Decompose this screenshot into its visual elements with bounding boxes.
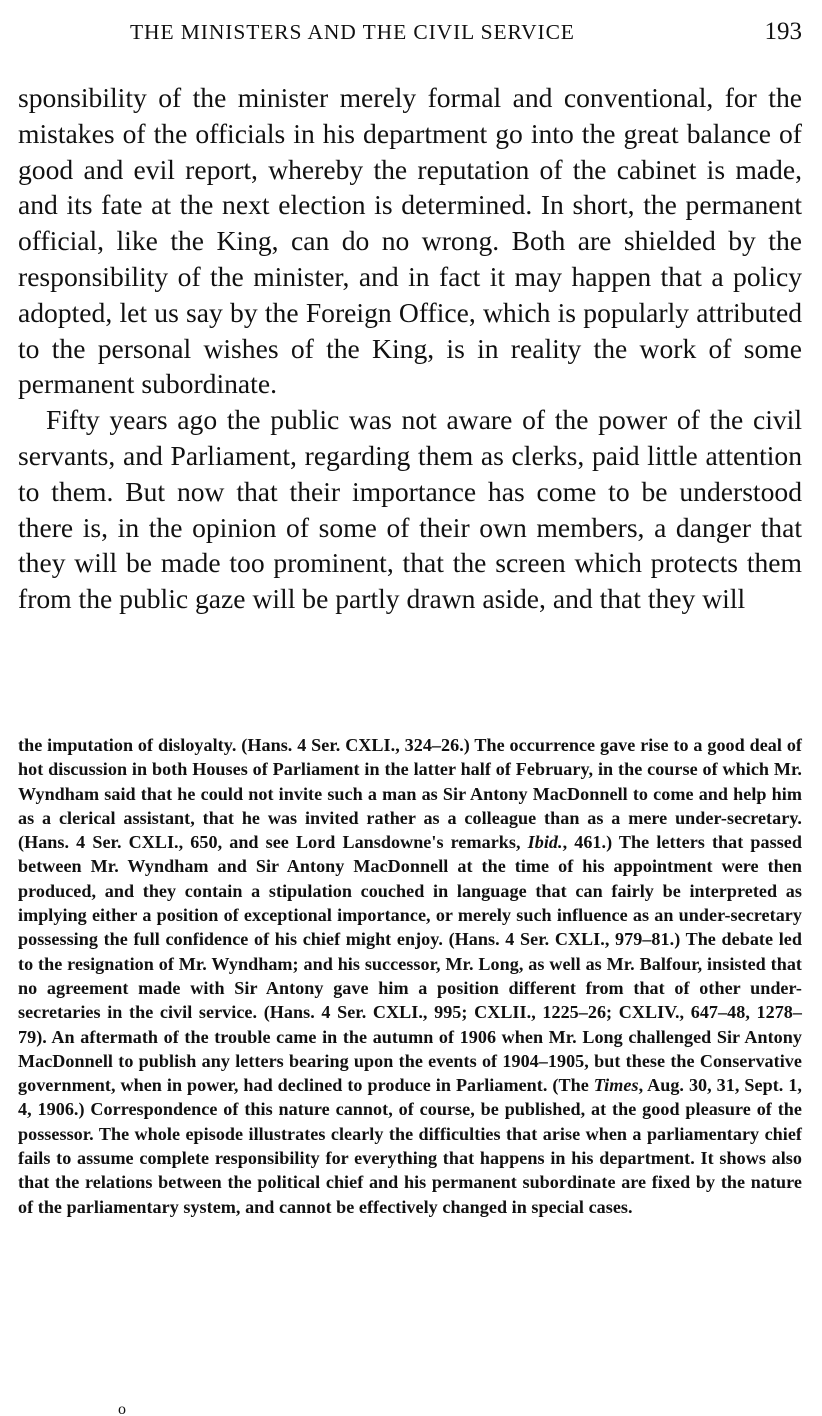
footnote-text-part-1: the imputation of disloyalty. (Hans. 4 Ser. CXLI., 324–26.) The occurrence gave rise to a good deal of hot discussion in both Houses of Parliament in the latter half of February, in the course of which Mr. Wyndham said that he could not invite such a man as Sir Antony MacDonnell to come and help him as a clerical assistant, that he was invited rather as a colleague than as a mere under-secretary. (Hans. 4 Ser. CXLI., 650, and see Lord Lansdowne's remarks, — [18, 735, 802, 853]
footnote-times: Times — [593, 1075, 639, 1096]
book-page — [18, 0, 802, 1416]
footnote-text-part-3: , Aug. 30, 31, Sept. 1, 4, 1906.) Correspondence of this nature cannot, of course, be published, at the good pleasure of the possessor. The whole episode illustrates clearly the difficulties that arise when a parliamentary chief fails to assume complete responsibility for everything that happens in his department. It shows also that the relations between the political chief and his permanent subordinate are fixed by the nature of the parliamentary system, and cannot be effectively changed in special cases. — [18, 1075, 802, 1217]
main-text — [18, 80, 802, 617]
footnote-paragraph — [18, 733, 802, 1219]
footnote-ibid: Ibid. — [527, 832, 563, 853]
page-number: 193 — [764, 18, 802, 45]
running-head: THE MINISTERS AND THE CIVIL SERVICE — [130, 20, 575, 44]
footnote — [18, 733, 802, 1219]
signature-mark: o — [118, 1404, 126, 1416]
paragraph-2: Fifty years ago the public was not aware of the power of the civil servants, and Parliament, regarding them as clerks, paid little attention to them. But now that their importance has come to be understood there is, in the opinion of some of their own members, a danger that they will be made too prominent, that the screen which protects them from the public gaze will be partly drawn aside, and that they will — [18, 404, 802, 615]
footnote-text-part-2: , 461.) The letters that passed between Mr. Wyndham and Sir Antony MacDonnell at the time of his appointment were then produced, and they contain a stipulation couched in language that can fairly be interpreted as implying either a position of exceptional importance, or merely such influence as an under-secretary possessing the full confidence of his chief might enjoy. (Hans. 4 Ser. CXLI., 979–81.) The debate led to the resignation of Mr. Wyndham; and his successor, Mr. Long, as well as Mr. Balfour, insisted that no agreement made with Sir Antony gave him a position different from that of other under-secretaries in the civil service. (Hans. 4 Ser. CXLI., 995; CXLII., 1225–26; CXLIV., 647–48, 1278–79). An aftermath of the trouble came in the autumn of 1906 when Mr. Long challenged Sir Antony MacDonnell to publish any letters bearing upon the events of 1904–1905, but these the Conservative government, when in power, had declined to produce in Parliament. (The — [18, 832, 802, 1096]
paragraph-1: sponsibility of the minister merely formal and conventional, for the mistakes of the officials in his department go into the great balance of good and evil report, whereby the reputation of the cabinet is made, and its fate at the next election is determined. In short, the permanent official, like the King, can do no wrong. Both are shielded by the responsibility of the minister, and in fact it may happen that a policy adopted, let us say by the Foreign Office, which is popularly attributed to the personal wishes of the King, is in reality the work of some permanent subordinate. — [18, 82, 802, 400]
page-header — [18, 18, 802, 52]
